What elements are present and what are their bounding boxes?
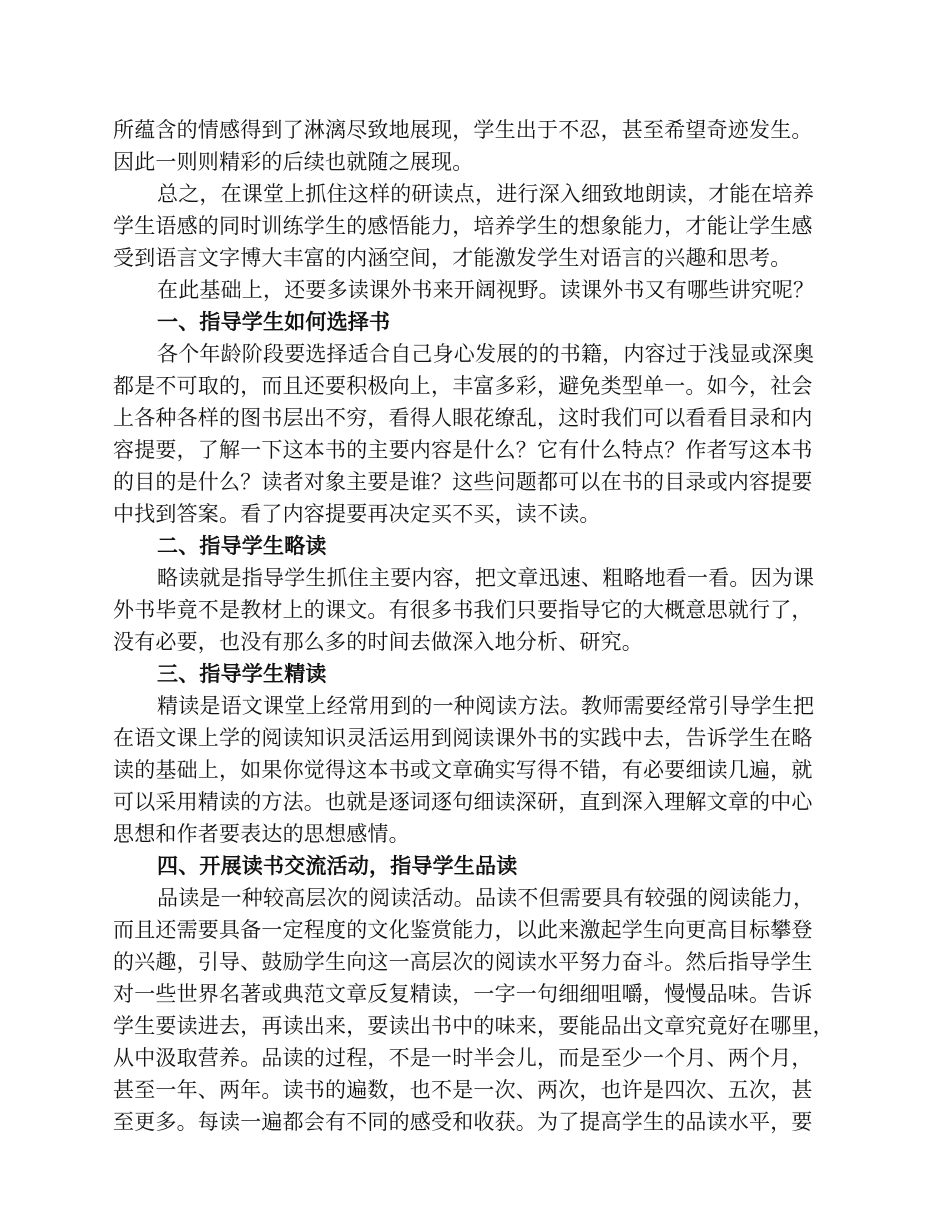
body-line: 而且还需要具备一定程度的文化鉴赏能力，以此来激起学生向更高目标攀登 [113, 918, 813, 942]
body-line: 所蕴含的情感得到了淋漓尽致地展现，学生出于不忍，甚至希望奇迹发生。 [113, 118, 813, 142]
body-line: 读的基础上，如果你觉得这本书或文章确实写得不错，有必要细读几遍，就 [113, 758, 813, 782]
body-line: 略读就是指导学生抓住主要内容，把文章迅速、粗略地看一看。因为课 [157, 566, 815, 590]
body-line: 容提要，了解一下这本书的主要内容是什么？它有什么特点？作者写这本书 [113, 438, 813, 462]
body-line: 对一些世界名著或典范文章反复精读，一字一句细细咀嚼，慢慢品味。告诉 [113, 982, 813, 1006]
body-line: 精读是语文课堂上经常用到的一种阅读方法。教师需要经常引导学生把 [157, 694, 815, 718]
body-line: 的兴趣，引导、鼓励学生向这一高层次的阅读水平努力奋斗。然后指导学生 [113, 950, 813, 974]
body-line: 至更多。每读一遍都会有不同的感受和收获。为了提高学生的品读水平，要 [113, 1110, 813, 1134]
body-line: 品读是一种较高层次的阅读活动。品读不但需要具有较强的阅读能力， [157, 886, 815, 910]
body-line: 在语文课上学的阅读知识灵活运用到阅读课外书的实践中去，告诉学生在略 [113, 726, 813, 750]
body-line: 可以采用精读的方法。也就是逐词逐句细读深研，直到深入理解文章的中心 [113, 790, 813, 814]
body-line: 因此一则则精彩的后续也就随之展现。 [113, 150, 474, 174]
body-line: 的目的是什么？读者对象主要是谁？这些问题都可以在书的目录或内容提要 [113, 470, 813, 494]
body-line: 外书毕竟不是教材上的课文。有很多书我们只要指导它的大概意思就行了， [113, 598, 813, 622]
body-line: 在此基础上，还要多读课外书来开阔视野。读课外书又有哪些讲究呢？ [157, 278, 815, 302]
body-line: 总之，在课堂上抓住这样的研读点，进行深入细致地朗读，才能在培养 [157, 182, 815, 206]
section-heading: 四、开展读书交流活动，指导学生品读 [157, 853, 518, 878]
body-line: 学生要读进去，再读出来，要读出书中的味来，要能品出文章究竟好在哪里， [113, 1014, 834, 1038]
body-line: 甚至一年、两年。读书的遍数，也不是一次、两次，也许是四次、五次，甚 [113, 1078, 813, 1102]
body-line: 从中汲取营养。品读的过程，不是一时半会儿，而是至少一个月、两个月， [113, 1046, 813, 1070]
document-body [113, 114, 839, 1138]
body-line: 受到语言文字博大丰富的内涵空间，才能激发学生对语言的兴趣和思考。 [113, 246, 792, 270]
body-line: 上各种各样的图书层出不穷，看得人眼花缭乱，这时我们可以看看目录和内 [113, 406, 813, 430]
body-line: 学生语感的同时训练学生的感悟能力，培养学生的想象能力，才能让学生感 [113, 214, 813, 238]
body-line: 各个年龄阶段要选择适合自己身心发展的的书籍，内容过于浅显或深奥 [157, 342, 815, 366]
body-line: 都是不可取的，而且还要积极向上，丰富多彩，避免类型单一。如今，社会 [113, 374, 813, 398]
section-heading: 三、指导学生精读 [157, 661, 327, 686]
section-heading: 一、指导学生如何选择书 [157, 309, 391, 334]
section-heading: 二、指导学生略读 [157, 533, 327, 558]
body-line: 思想和作者要表达的思想感情。 [113, 822, 410, 846]
body-line: 中找到答案。看了内容提要再决定买不买，读不读。 [113, 502, 601, 526]
body-line: 没有必要，也没有那么多的时间去做深入地分析、研究。 [113, 630, 643, 654]
